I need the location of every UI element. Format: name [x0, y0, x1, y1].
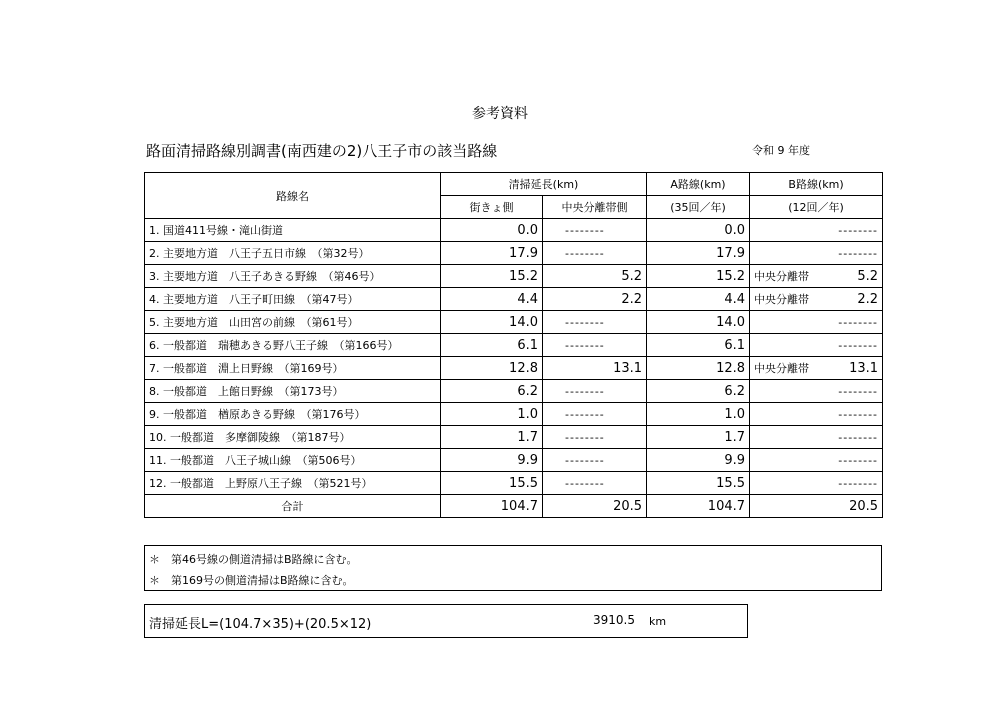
total-median: 20.5	[543, 495, 647, 518]
route-name-cell: 3. 主要地方道 八王子あきる野線 （第46号）	[145, 265, 441, 288]
table-row	[145, 242, 883, 265]
a-route-cell: 1.7	[647, 426, 750, 449]
median-side-cell: --------	[543, 334, 647, 357]
total-b: 20.5	[750, 495, 883, 518]
median-side-cell: --------	[543, 426, 647, 449]
route-name-cell: 7. 一般都道 淵上日野線 （第169号）	[145, 357, 441, 380]
b-route-value: 5.2	[857, 268, 879, 284]
median-side-cell: 5.2	[543, 265, 647, 288]
b-route-label: 中央分離帯	[754, 270, 810, 283]
b-route-cell	[750, 472, 883, 495]
b-route-value: --------	[838, 430, 879, 444]
street-side-cell: 6.1	[441, 334, 543, 357]
a-route-cell: 15.5	[647, 472, 750, 495]
b-route-cell	[750, 219, 883, 242]
total-street: 104.7	[441, 495, 543, 518]
route-name-cell: 9. 一般都道 楢原あきる野線 （第176号）	[145, 403, 441, 426]
total-row	[145, 495, 883, 518]
route-name-cell: 8. 一般都道 上館日野線 （第173号）	[145, 380, 441, 403]
length-unit: km	[649, 615, 667, 628]
median-side-cell: --------	[543, 403, 647, 426]
header-a-frequency: (35回／年)	[647, 196, 750, 219]
table-row	[145, 311, 883, 334]
table-row	[145, 219, 883, 242]
length-formula: 清掃延長L=(104.7×35)+(20.5×12)	[149, 617, 372, 632]
header-route-name: 路線名	[145, 173, 441, 219]
route-name-cell: 6. 一般都道 瑞穂あきる野八王子線 （第166号）	[145, 334, 441, 357]
header-street-side: 街きょ側	[441, 196, 543, 219]
total-label: 合計	[145, 495, 441, 518]
b-route-value: --------	[838, 223, 879, 237]
median-side-cell: 2.2	[543, 288, 647, 311]
street-side-cell: 17.9	[441, 242, 543, 265]
b-route-label: 中央分離帯	[754, 362, 810, 375]
street-side-cell: 0.0	[441, 219, 543, 242]
a-route-cell: 17.9	[647, 242, 750, 265]
header-median-side: 中央分離帯側	[543, 196, 647, 219]
street-side-cell: 1.0	[441, 403, 543, 426]
b-route-cell	[750, 380, 883, 403]
fiscal-year: 令和 9 年度	[752, 144, 810, 157]
route-name-cell: 1. 国道411号線・滝山街道	[145, 219, 441, 242]
street-side-cell: 1.7	[441, 426, 543, 449]
b-route-value: --------	[838, 453, 879, 467]
b-route-value: 13.1	[849, 360, 879, 376]
header-a-route: A路線(km)	[647, 173, 750, 196]
route-name-cell: 5. 主要地方道 山田宮の前線 （第61号）	[145, 311, 441, 334]
a-route-cell: 0.0	[647, 219, 750, 242]
header-b-frequency: (12回／年)	[750, 196, 883, 219]
b-route-value: 2.2	[857, 291, 879, 307]
median-side-cell: --------	[543, 449, 647, 472]
street-side-cell: 14.0	[441, 311, 543, 334]
document-heading: 参考資料	[472, 106, 528, 122]
table-row	[145, 426, 883, 449]
note-item: ＊ 第46号線の側道清掃はB路線に含む。	[149, 553, 358, 566]
b-route-label: 中央分離帯	[754, 293, 810, 306]
b-route-cell	[750, 288, 883, 311]
length-value: 3910.5	[593, 613, 635, 627]
a-route-cell: 15.2	[647, 265, 750, 288]
table-row	[145, 380, 883, 403]
b-route-cell	[750, 403, 883, 426]
table-row	[145, 472, 883, 495]
b-route-cell	[750, 357, 883, 380]
median-side-cell: --------	[543, 242, 647, 265]
document-title: 路面清掃路線別調書(南西建の2)八王子市の該当路線	[146, 142, 498, 160]
notes-box	[144, 545, 882, 591]
table-row	[145, 403, 883, 426]
route-name-cell: 12. 一般都道 上野原八王子線 （第521号）	[145, 472, 441, 495]
street-side-cell: 15.2	[441, 265, 543, 288]
table-row	[145, 334, 883, 357]
b-route-cell	[750, 242, 883, 265]
b-route-cell	[750, 265, 883, 288]
b-route-cell	[750, 426, 883, 449]
b-route-value: --------	[838, 315, 879, 329]
cleaning-length-box	[144, 604, 748, 638]
median-side-cell: --------	[543, 472, 647, 495]
table-row	[145, 449, 883, 472]
a-route-cell: 9.9	[647, 449, 750, 472]
b-route-value: --------	[838, 476, 879, 490]
route-table	[144, 172, 883, 518]
a-route-cell: 12.8	[647, 357, 750, 380]
b-route-cell	[750, 311, 883, 334]
b-route-value: --------	[838, 338, 879, 352]
median-side-cell: --------	[543, 380, 647, 403]
median-side-cell: 13.1	[543, 357, 647, 380]
b-route-value: --------	[838, 407, 879, 421]
street-side-cell: 6.2	[441, 380, 543, 403]
note-item: ＊ 第169号の側道清掃はB路線に含む。	[149, 574, 354, 587]
header-cleaning-length: 清掃延長(km)	[441, 173, 647, 196]
table-row	[145, 288, 883, 311]
table-row	[145, 265, 883, 288]
b-route-cell	[750, 334, 883, 357]
b-route-value: --------	[838, 384, 879, 398]
route-name-cell: 11. 一般都道 八王子城山線 （第506号）	[145, 449, 441, 472]
median-side-cell: --------	[543, 311, 647, 334]
route-name-cell: 4. 主要地方道 八王子町田線 （第47号）	[145, 288, 441, 311]
header-b-route: B路線(km)	[750, 173, 883, 196]
total-a: 104.7	[647, 495, 750, 518]
street-side-cell: 4.4	[441, 288, 543, 311]
route-name-cell: 10. 一般都道 多摩御陵線 （第187号）	[145, 426, 441, 449]
a-route-cell: 6.2	[647, 380, 750, 403]
street-side-cell: 9.9	[441, 449, 543, 472]
median-side-cell: --------	[543, 219, 647, 242]
a-route-cell: 1.0	[647, 403, 750, 426]
street-side-cell: 15.5	[441, 472, 543, 495]
table-row	[145, 357, 883, 380]
street-side-cell: 12.8	[441, 357, 543, 380]
a-route-cell: 4.4	[647, 288, 750, 311]
route-name-cell: 2. 主要地方道 八王子五日市線 （第32号）	[145, 242, 441, 265]
b-route-value: --------	[838, 246, 879, 260]
b-route-cell	[750, 449, 883, 472]
a-route-cell: 14.0	[647, 311, 750, 334]
a-route-cell: 6.1	[647, 334, 750, 357]
